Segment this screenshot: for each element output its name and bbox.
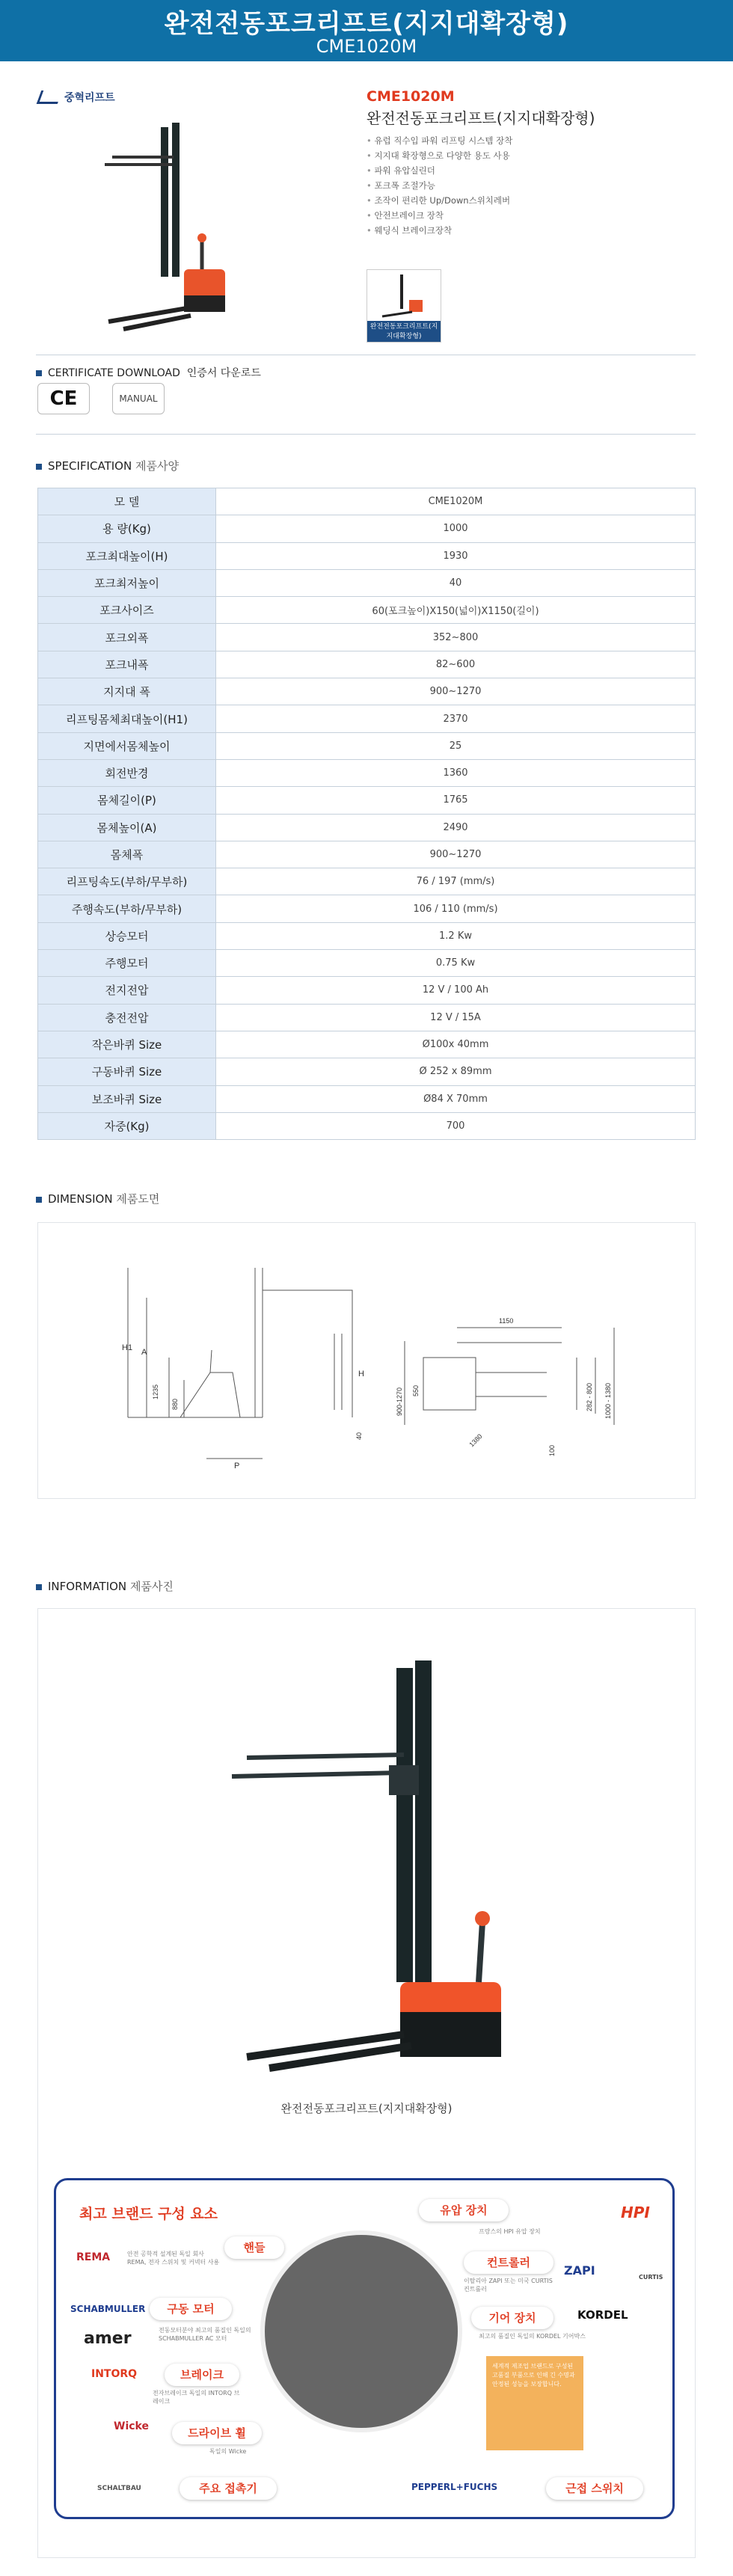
model-subtitle: CME1020M — [316, 36, 417, 57]
spec-value: 12 V / 15A — [216, 1004, 696, 1031]
logo-wicke: Wicke — [114, 2420, 149, 2432]
dim-label-1150: 1150 — [499, 1317, 514, 1325]
spec-value: 1765 — [216, 787, 696, 814]
part-gear: 기어 장치 — [471, 2307, 553, 2329]
note-hpi: 프랑스의 HPI 유압 장치 — [479, 2228, 541, 2235]
part-brake: 브레이크 — [165, 2364, 239, 2386]
feature-item: • 웨딩식 브레이크장착 — [366, 223, 512, 238]
spec-value: 1360 — [216, 759, 696, 786]
spec-value: Ø100x 40mm — [216, 1031, 696, 1058]
spec-heading: SPECIFICATION 제품사양 — [36, 458, 179, 473]
spec-value: 700 — [216, 1112, 696, 1139]
logo-hpi: HPI — [621, 2204, 650, 2221]
thumbnail-image — [367, 270, 441, 321]
certificate-heading: CERTIFICATE DOWNLOAD 인증서 다운로드 — [36, 365, 261, 380]
bullet-icon — [36, 1584, 42, 1590]
spec-row — [38, 515, 696, 542]
spec-value: 900~1270 — [216, 841, 696, 868]
feature-item: • 파워 유압실린더 — [366, 163, 512, 178]
spec-row — [38, 787, 696, 814]
logo-intorq: INTORQ — [91, 2368, 138, 2380]
spec-row — [38, 1085, 696, 1112]
feature-item: • 조작이 편리한 Up/Down스위치레버 — [366, 193, 512, 208]
title-banner — [0, 0, 733, 61]
spec-value: 82~600 — [216, 651, 696, 678]
spec-row — [38, 868, 696, 895]
dim-label-40: 40 — [355, 1432, 363, 1440]
spec-key: 작은바퀴 Size — [38, 1031, 216, 1058]
spec-key: 포크사이즈 — [38, 597, 216, 624]
part-controller: 컨트롤러 — [464, 2251, 553, 2274]
spec-value: CME1020M — [216, 488, 696, 515]
feature-item: • 지지대 확장형으로 다양한 용도 사용 — [366, 148, 512, 163]
quality-note-box: 세계적 제조업 브랜드로 구성된 고품질 부품으로 인해 긴 수명과 안정된 성능을 보장합니다. — [486, 2356, 583, 2450]
spec-value: 60(포크높이)X150(넓이)X1150(길이) — [216, 597, 696, 624]
note-zapi: 이탈리아 ZAPI 또는 미국 CURTIS 컨트롤러 — [464, 2278, 553, 2293]
spec-row — [38, 542, 696, 569]
note-rema: 안전 공학적 설계된 독일 회사 REMA, 전자 스위치 및 커넥터 사용 — [127, 2251, 220, 2266]
spec-value: 40 — [216, 569, 696, 596]
spec-key: 주행모터 — [38, 950, 216, 977]
spec-row — [38, 488, 696, 515]
note-schabmuller: 전동모터분야 최고의 품질인 독일의 SCHABMULLER AC 모터 — [159, 2327, 251, 2342]
spec-row — [38, 569, 696, 596]
product-name: 완전전동포크리프트(지지대확장형) — [366, 109, 595, 127]
dim-label-h1: H1 — [122, 1343, 133, 1352]
spec-row — [38, 841, 696, 868]
dim-label-550: 550 — [412, 1384, 420, 1396]
dim-label-1380: 1380 — [467, 1432, 484, 1449]
spec-key: 몸체높이(A) — [38, 814, 216, 841]
logo-curtis: CURTIS — [639, 2274, 663, 2281]
spec-value: 12 V / 100 Ah — [216, 977, 696, 1004]
logo-amer: amer — [84, 2329, 132, 2348]
logo-pepperl-fuchs: PEPPERL+FUCHS — [411, 2482, 498, 2492]
dim-label-900-1270: 900-1270 — [396, 1387, 403, 1416]
logo-rema: REMA — [76, 2251, 111, 2263]
spec-row — [38, 950, 696, 977]
spec-key: 포크외폭 — [38, 624, 216, 651]
part-drive-wheel: 드라이브 휠 — [172, 2422, 262, 2444]
spec-row — [38, 705, 696, 732]
note-kordel: 최고의 품질인 독일의 KORDEL 기어박스 — [479, 2333, 586, 2340]
spec-value: Ø 252 x 89mm — [216, 1058, 696, 1085]
spec-key: 전지전압 — [38, 977, 216, 1004]
spec-value: Ø84 X 70mm — [216, 1085, 696, 1112]
spec-value: 25 — [216, 732, 696, 759]
spec-row — [38, 922, 696, 949]
spec-value: 1.2 Kw — [216, 922, 696, 949]
spec-key: 리프팅속도(부하/무부하) — [38, 868, 216, 895]
spec-value: 2490 — [216, 814, 696, 841]
spec-row — [38, 759, 696, 786]
bullet-icon — [36, 464, 42, 470]
spec-key: 지지대 폭 — [38, 678, 216, 705]
logo-mark-icon — [37, 91, 63, 104]
spec-key: 포크최저높이 — [38, 569, 216, 596]
dim-label-282-800: 282 - 800 — [586, 1382, 593, 1411]
logo-schaltbau: SCHALTBAU — [97, 2485, 141, 2492]
product-thumbnail[interactable] — [366, 269, 441, 343]
spec-value: 106 / 110 (mm/s) — [216, 895, 696, 922]
spec-key: 포크최대높이(H) — [38, 542, 216, 569]
part-drive-motor: 구동 모터 — [150, 2298, 232, 2320]
spec-row — [38, 732, 696, 759]
spec-key: 몸체폭 — [38, 841, 216, 868]
company-logo — [39, 90, 115, 105]
spec-key: 주행속도(부하/무부하) — [38, 895, 216, 922]
forklift-photo — [224, 1653, 509, 2072]
spec-row — [38, 1004, 696, 1031]
information-heading: INFORMATION 제품사진 — [36, 1578, 174, 1594]
component-photo-circle — [260, 2230, 462, 2432]
dim-label-1000-1380: 1000 - 1380 — [604, 1382, 612, 1419]
spec-key: 모 델 — [38, 488, 216, 515]
thumbnail-caption: 완전전동포크리프트(지지대확장형) — [367, 321, 441, 342]
information-caption: 완전전동포크리프트(지지대확장형) — [280, 2102, 453, 2115]
spec-value: 352~800 — [216, 624, 696, 651]
spec-key: 보조바퀴 Size — [38, 1085, 216, 1112]
spec-key: 포크내폭 — [38, 651, 216, 678]
spec-row — [38, 814, 696, 841]
logo-schabmuller: SCHABMULLER — [70, 2304, 146, 2314]
spec-value: 2370 — [216, 705, 696, 732]
part-main-contactor: 주요 접촉기 — [180, 2477, 277, 2500]
spec-row — [38, 597, 696, 624]
spec-key: 자중(Kg) — [38, 1112, 216, 1139]
dimension-drawing — [37, 1222, 696, 1499]
spec-row — [38, 678, 696, 705]
spec-value: 900~1270 — [216, 678, 696, 705]
spec-key: 회전반경 — [38, 759, 216, 786]
spec-value: 0.75 Kw — [216, 950, 696, 977]
dim-label-100: 100 — [548, 1444, 556, 1456]
dimension-heading: DIMENSION 제품도면 — [36, 1191, 159, 1206]
spec-key: 리프팅몸체최대높이(H1) — [38, 705, 216, 732]
dim-label-p: P — [234, 1462, 240, 1471]
bullet-icon — [36, 1197, 42, 1203]
dim-label-880: 880 — [171, 1398, 179, 1410]
dim-label-1235: 1235 — [152, 1384, 159, 1399]
spec-table — [37, 488, 696, 1140]
bullet-icon — [36, 370, 42, 376]
divider — [36, 434, 696, 435]
dimension-svg — [38, 1223, 696, 1500]
feature-list — [366, 133, 512, 238]
spec-key: 몸체길이(P) — [38, 787, 216, 814]
dim-label-h: H — [358, 1370, 364, 1379]
ce-certificate-button[interactable]: CE — [37, 383, 90, 414]
spec-row — [38, 651, 696, 678]
spec-row — [38, 977, 696, 1004]
dim-label-a: A — [141, 1348, 147, 1357]
spec-row — [38, 1058, 696, 1085]
spec-key: 충전전압 — [38, 1004, 216, 1031]
spec-key: 지면에서몸체높이 — [38, 732, 216, 759]
spec-row — [38, 1112, 696, 1139]
spec-value: 1930 — [216, 542, 696, 569]
note-wicke: 독일의 Wicke — [209, 2448, 247, 2455]
feature-item: • 포크폭 조절가능 — [366, 178, 512, 193]
product-code: CME1020M — [366, 88, 455, 105]
spec-key: 용 량(Kg) — [38, 515, 216, 542]
brand-components-title: 최고 브랜드 구성 요소 — [79, 2206, 218, 2222]
manual-download-button[interactable]: MANUAL — [112, 383, 165, 414]
spec-key: 상승모터 — [38, 922, 216, 949]
logo-kordel: KORDEL — [577, 2308, 628, 2322]
spec-row — [38, 1031, 696, 1058]
spec-value: 1000 — [216, 515, 696, 542]
part-handle: 핸들 — [224, 2236, 284, 2259]
part-hydraulic: 유압 장치 — [419, 2199, 509, 2221]
spec-value: 76 / 197 (mm/s) — [216, 868, 696, 895]
note-intorq: 전자브레이크 독일의 INTORQ 브레이크 — [153, 2390, 240, 2405]
company-name: 중혁리프트 — [64, 92, 115, 104]
spec-row — [38, 624, 696, 651]
logo-zapi: ZAPI — [564, 2263, 595, 2278]
spec-key: 구동바퀴 Size — [38, 1058, 216, 1085]
part-proximity: 근접 스위치 — [546, 2477, 643, 2500]
page-title: 완전전동포크리프트(지지대확장형) — [164, 9, 569, 39]
feature-item: • 유럽 직수입 파워 리프팅 시스템 장착 — [366, 133, 512, 148]
forklift-main-image — [90, 112, 262, 337]
feature-item: • 안전브레이크 장착 — [366, 208, 512, 223]
spec-row — [38, 895, 696, 922]
